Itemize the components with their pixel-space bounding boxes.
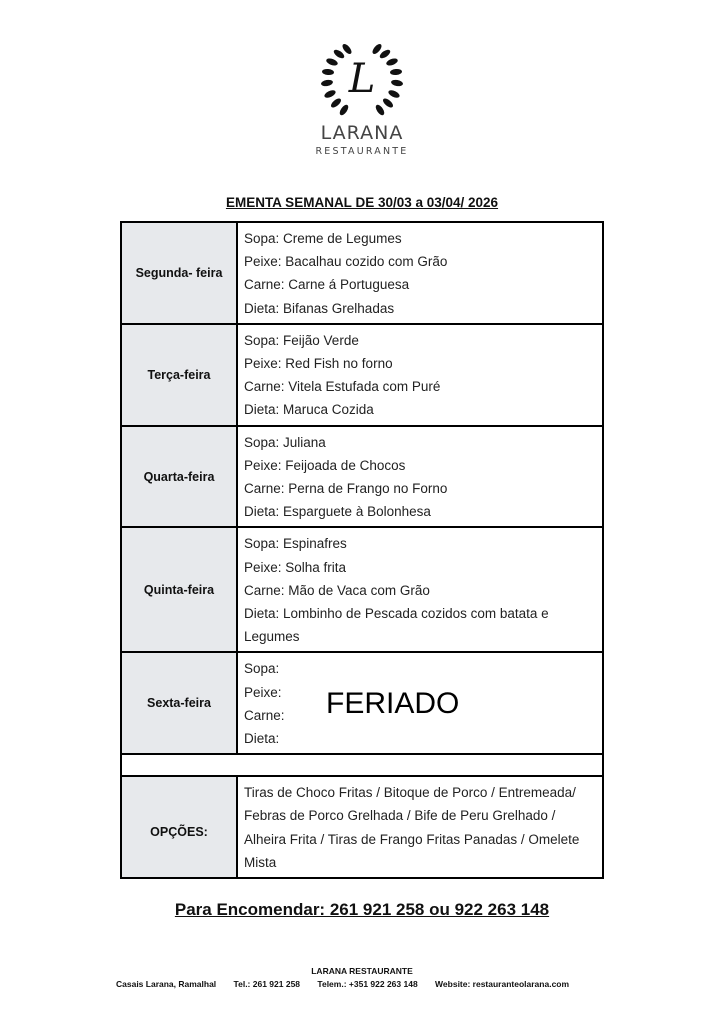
day-dishes — [237, 527, 603, 652]
dish-line: Sopa: — [244, 661, 280, 677]
footer-website: Website: restauranteolarana.com — [435, 979, 570, 989]
day-dishes — [237, 652, 603, 754]
table-row — [121, 222, 603, 324]
dish-line: Dieta: Bifanas Grelhadas — [244, 300, 395, 316]
dish-line: Peixe: — [244, 684, 282, 700]
footer-tel: Tel.: 261 921 258 — [233, 979, 301, 989]
options-label: OPÇÕES: — [121, 776, 237, 878]
option-line: Febras de Porco Grelhada / Bife de Peru Grelhado / — [244, 808, 556, 824]
brand-subtitle: RESTAURANTE — [315, 146, 409, 157]
option-line: Mista — [244, 854, 277, 870]
day-dishes — [237, 426, 603, 528]
holiday-note: FERIADO — [326, 687, 460, 721]
day-label: Segunda- feira — [121, 222, 237, 324]
dish-line: Sopa: Creme de Legumes — [244, 231, 402, 246]
dish-line: Dieta: Lombinho de Pescada cozidos com batata e — [244, 606, 549, 622]
menu-title: EMENTA SEMANAL DE 30/03 a 03/04/ 2026 — [225, 195, 499, 210]
day-dishes — [237, 324, 603, 426]
footer-title: LARANA RESTAURANTE — [311, 966, 413, 976]
weekly-menu-table — [120, 221, 604, 879]
dish-line: Sopa: Feijão Verde — [244, 332, 359, 348]
footer-mobile: Telem.: +351 922 263 148 — [317, 979, 418, 989]
dish-line: Peixe: Feijoada de Chocos — [244, 457, 406, 473]
order-phone-line: Para Encomendar: 261 921 258 ou 922 263 148 — [174, 900, 550, 919]
dish-line: Dieta: Maruca Cozida — [244, 402, 374, 418]
day-label: Quinta-feira — [121, 527, 237, 652]
day-dishes — [237, 222, 603, 324]
dish-line: Peixe: Solha frita — [244, 559, 347, 575]
dish-line: Carne: Vitela Estufada com Puré — [244, 379, 441, 395]
day-label: Terça-feira — [121, 324, 237, 426]
footer-address: Casais Larana, Ramalhal — [116, 979, 217, 989]
dish-line: Dieta: Esparguete à Bolonhesa — [244, 504, 431, 520]
svg-text:L: L — [348, 56, 376, 102]
table-row — [121, 652, 603, 754]
dish-line: Sopa: Espinafres — [244, 536, 347, 552]
table-row — [121, 324, 603, 426]
dish-line: Peixe: Bacalhau cozido com Grão — [244, 254, 448, 270]
dish-line: Carne: Perna de Frango no Forno — [244, 481, 448, 497]
option-line: Tiras de Choco Fritas / Bitoque de Porco / Entremeada/ — [244, 785, 576, 801]
dish-line: Carne: — [244, 707, 285, 723]
laurel-wreath-icon — [317, 40, 407, 120]
dish-line: Legumes — [244, 629, 300, 645]
dish-line: Dieta: — [244, 731, 280, 747]
dish-line: Peixe: Red Fish no forno — [244, 356, 393, 372]
dish-line: Sopa: Juliana — [244, 434, 326, 450]
options-dishes — [237, 776, 603, 878]
table-row — [121, 527, 603, 652]
brand-name: LARANA — [320, 122, 404, 144]
table-row — [121, 426, 603, 528]
spacer-row — [121, 754, 603, 776]
dish-line: Carne: Carne á Portuguesa — [244, 277, 410, 293]
spacer-cell — [121, 754, 603, 776]
day-label: Quarta-feira — [121, 426, 237, 528]
restaurant-logo — [312, 40, 412, 170]
day-label: Sexta-feira — [121, 652, 237, 754]
dish-line: Carne: Mão de Vaca com Grão — [244, 582, 430, 598]
table-row — [121, 776, 603, 878]
option-line: Alheira Frita / Tiras de Frango Fritas Panadas / Omelete — [244, 831, 580, 847]
footer-contact — [116, 979, 616, 989]
